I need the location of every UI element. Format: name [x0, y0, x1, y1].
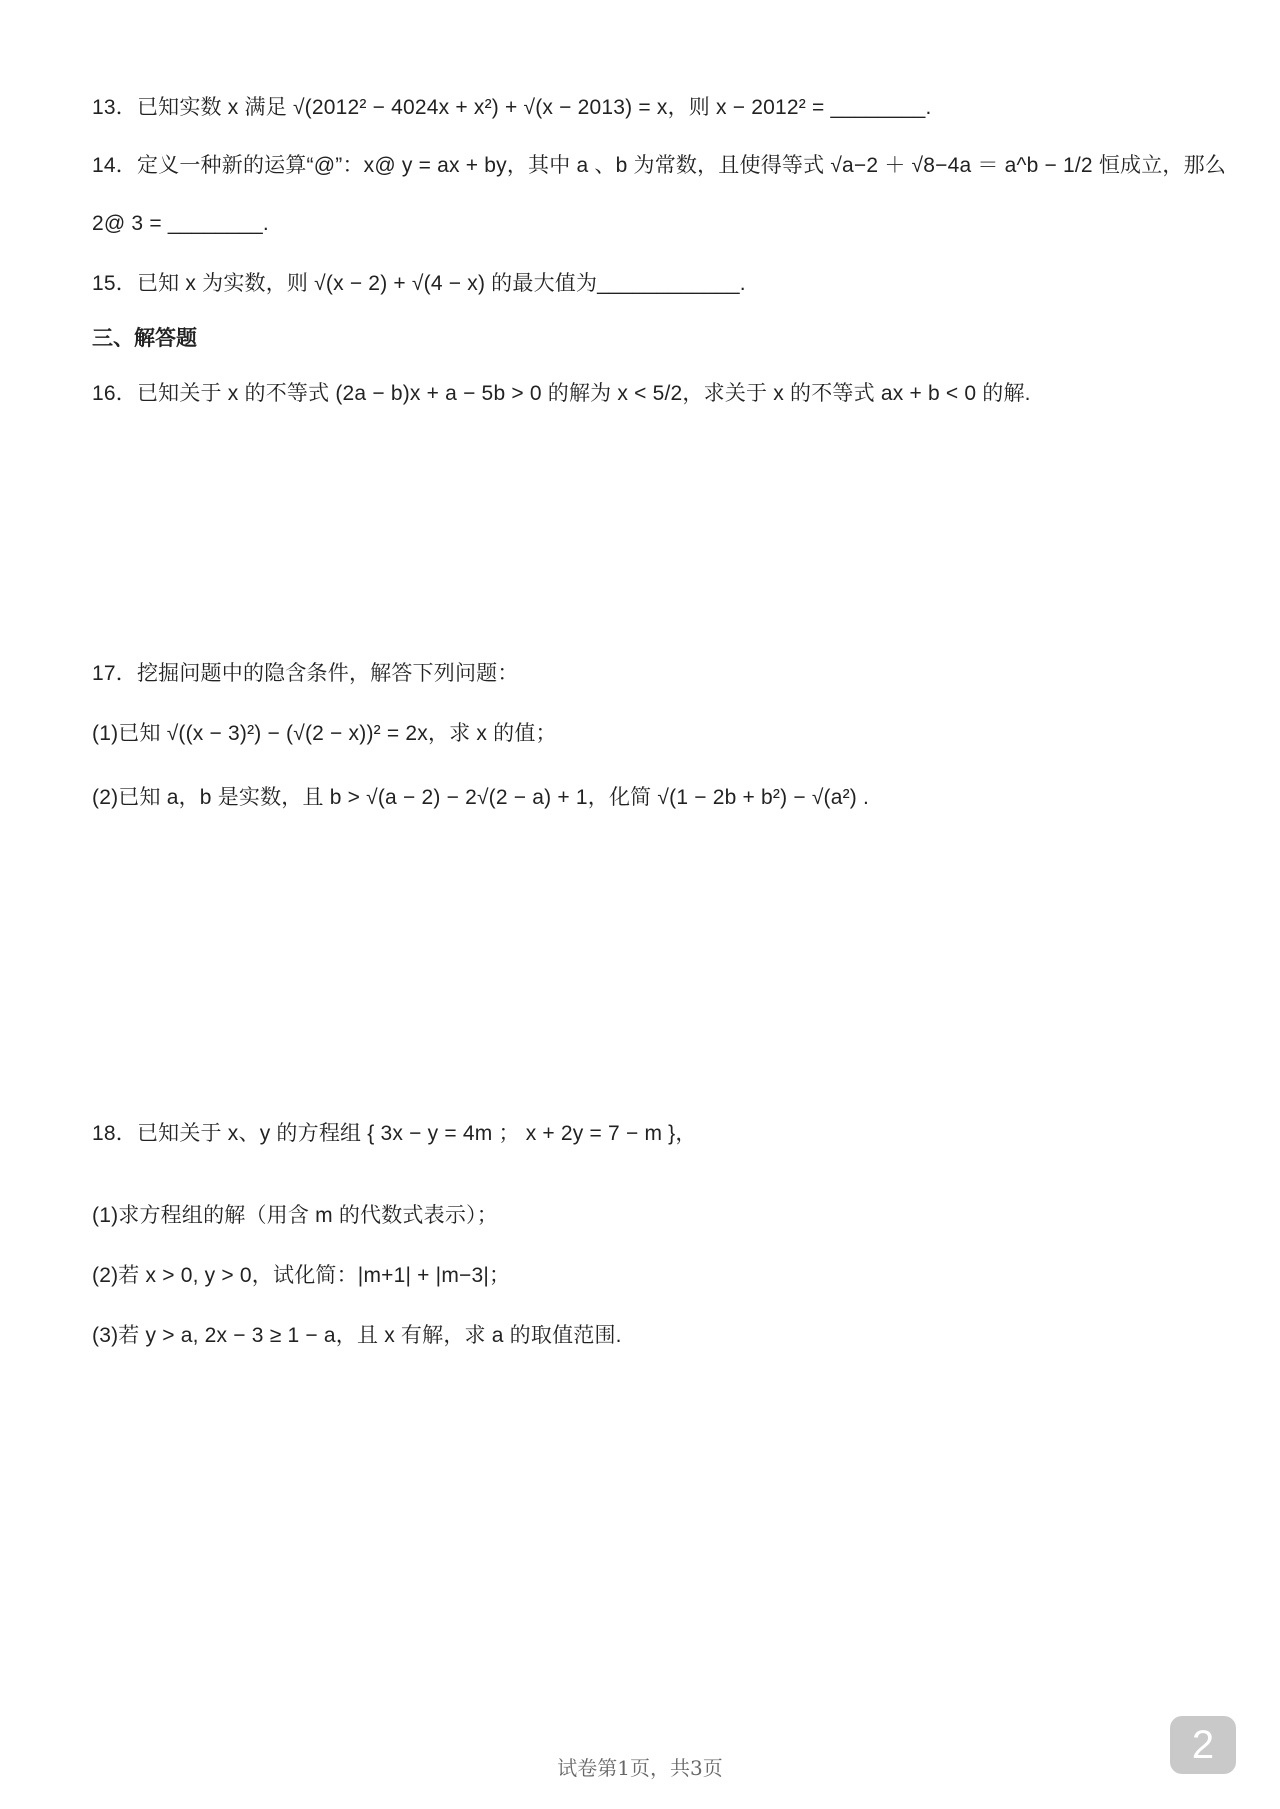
- question-13: 13．已知实数 x 满足 √(2012² − 4024x + x²) + √(x − 2013) = x，则 x − 2012² = ________.: [92, 96, 932, 119]
- question-18-part-3: (3)若 y > a, 2x − 3 ≥ 1 − a，且 x 有解，求 a 的取值范围.: [92, 1324, 622, 1347]
- question-15: 15．已知 x 为实数，则 √(x − 2) + √(4 − x) 的最大值为____________.: [92, 272, 746, 295]
- page-footer: 试卷第1页，共3页: [557, 1756, 723, 1780]
- question-18: 18．已知关于 x、y 的方程组 { 3x − y = 4m ； x + 2y = 7 − m }，: [92, 1122, 697, 1145]
- question-16: 16．已知关于 x 的不等式 (2a − b)x + a − 5b > 0 的解为 x < 5/2，求关于 x 的不等式 ax + b < 0 的解.: [92, 382, 1031, 405]
- question-14-line-2: 2@ 3 = ________.: [92, 212, 269, 235]
- question-18-part-1: (1)求方程组的解（用含 m 的代数式表示）；: [92, 1204, 498, 1227]
- question-18-part-2: (2)若 x > 0, y > 0，试化简：|m+1| + |m−3|；: [92, 1264, 511, 1287]
- question-17-part-2: (2)已知 a，b 是实数，且 b > √(a − 2) − 2√(2 − a) + 1，化简 √(1 − 2b + b²) − √(a²) .: [92, 786, 870, 809]
- question-14-line-1: 14．定义一种新的运算“@”：x@ y = ax + by，其中 a 、b 为常数，且使得等式 √a−2 ＋ √8−4a ＝ a^b − 1/2 恒成立，那么: [92, 154, 1227, 177]
- question-17-part-1: (1)已知 √((x − 3)²) − (√(2 − x))² = 2x，求 x 的值；: [92, 722, 557, 745]
- question-17: 17．挖掘问题中的隐含条件，解答下列问题：: [92, 662, 519, 685]
- section-heading: 三、解答题: [92, 326, 197, 350]
- page-number-badge[interactable]: 2: [1170, 1716, 1236, 1774]
